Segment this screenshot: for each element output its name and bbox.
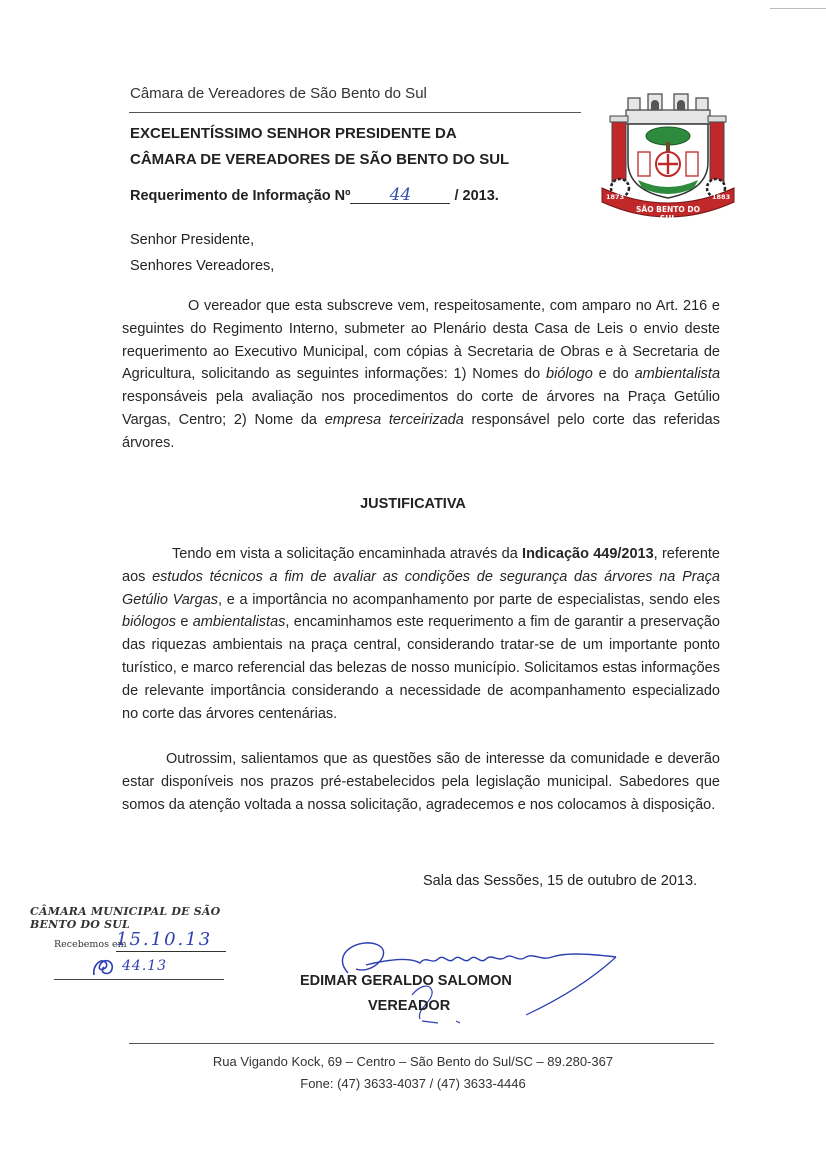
addressee-line-1: EXCELENTÍSSIMO SENHOR PRESIDENTE DA — [130, 125, 457, 142]
salutation-line-1: Senhor Presidente, — [130, 232, 255, 248]
text-run: e — [176, 614, 193, 631]
text-run: Tendo em vista a solicitação encaminhada através da — [172, 546, 523, 562]
text-run: , encaminhamos este requerimento a fim de garantir a preservação das riquezas ambientais na praça central, considerando tratar-se de um importante ponto turístico, e marco referencial das belezas de nosso município. Solicitamos estas informações de relevante importância considerando a necessidade de acompanhamento especializado no corte das árvores centenárias. — [122, 614, 720, 722]
emphasis-biologos: biólogos — [122, 614, 177, 631]
stamp-underline — [54, 979, 224, 980]
emphasis-empresa: empresa terceirizada — [324, 411, 464, 428]
emphasis-biologo: biólogo — [546, 366, 593, 383]
emphasis-ambientalista: ambientalista — [634, 366, 721, 383]
request-line — [130, 187, 499, 204]
text-run: , referente aos — [122, 546, 720, 585]
footer-divider — [129, 1043, 714, 1044]
header-divider — [129, 112, 581, 113]
stamp-received-date: 15.10.13 — [116, 929, 226, 952]
justification-paragraph-1 — [122, 543, 720, 725]
justification-title: JUSTIFICATIVA — [360, 496, 466, 512]
request-prefix: Requerimento de Informação Nº — [130, 188, 351, 204]
signer-name: EDIMAR GERALDO SALOMON — [300, 973, 512, 989]
footer-phone: Fone: (47) 3633-4037 / (47) 3633-4446 — [300, 1076, 526, 1091]
stamp-code: 44.13 — [122, 958, 168, 974]
signer-role: VEREADOR — [368, 998, 451, 1014]
footer-address: Rua Vigando Kock, 69 – Centro – São Bento do Sul/SC – 89.280-367 — [212, 1054, 614, 1069]
addressee-line-2: CÂMARA DE VEREADORES DE SÃO BENTO DO SUL — [130, 151, 510, 168]
request-paragraph — [122, 295, 720, 455]
emphasis-indicacao: Indicação 449/2013 — [522, 546, 654, 562]
emphasis-estudos: estudos técnicos a fim de avaliar as condições de segurança das árvores na Praça Getúlio Vargas — [122, 568, 720, 608]
place-date: Sala das Sessões, 15 de outubro de 2013. — [423, 873, 698, 889]
text-run: , e a importância no acompanhamento por parte de especialistas, sendo eles — [218, 591, 720, 608]
receipt-stamp — [30, 905, 270, 985]
addressee-block — [130, 121, 509, 173]
request-number-handwritten: 44 — [350, 187, 450, 204]
salutation — [130, 227, 274, 279]
crest-year-right: 1883 — [712, 193, 731, 201]
crest-year-left: 1873 — [606, 193, 625, 201]
justification-paragraph-2: Outrossim, salientamos que as questões são de interesse da comunidade e deverão estar disponíveis nos prazos pré-estabelecidos pela legislação municipal. Sabedores que somos da atenção voltada a nossa solicitação, agradecemos e nos colocamos à disposição. — [122, 751, 720, 813]
stamp-title: CÂMARA MUNICIPAL DE SÃO BENTO DO SUL — [30, 905, 221, 931]
request-year: / 2013. — [454, 188, 499, 204]
crest-banner-text: SÃO BENTO DO SUL — [635, 205, 700, 223]
stamp-initials-icon — [90, 955, 118, 979]
text-run: responsáveis pela avaliação nos procedimentos do corte de árvores na Praça Getúlio Vargas, Centro; 2) Nome da — [122, 389, 720, 428]
text-run: responsável pelo corte das referidas árvores. — [122, 411, 720, 451]
text-run: e do — [592, 366, 635, 383]
scan-edge-line — [770, 8, 826, 9]
text-run: O vereador que esta subscreve vem, respeitosamente, com amparo no Art. 216 e seguintes do Regimento Interno, submeter ao Plenário desta Casa de Leis o envio deste requerimento ao Executivo Municipal, com cópias à Secretaria de Obras e à Secretaria de Agricultura, solicitando as seguintes informações: 1) Nomes do — [122, 298, 720, 383]
chamber-name: Câmara de Vereadores de São Bento do Sul — [130, 85, 427, 102]
stamp-received-label: Recebemos em — [54, 939, 127, 950]
salutation-line-2: Senhores Vereadores, — [130, 258, 275, 274]
emphasis-ambientalistas: ambientalistas — [192, 614, 286, 631]
